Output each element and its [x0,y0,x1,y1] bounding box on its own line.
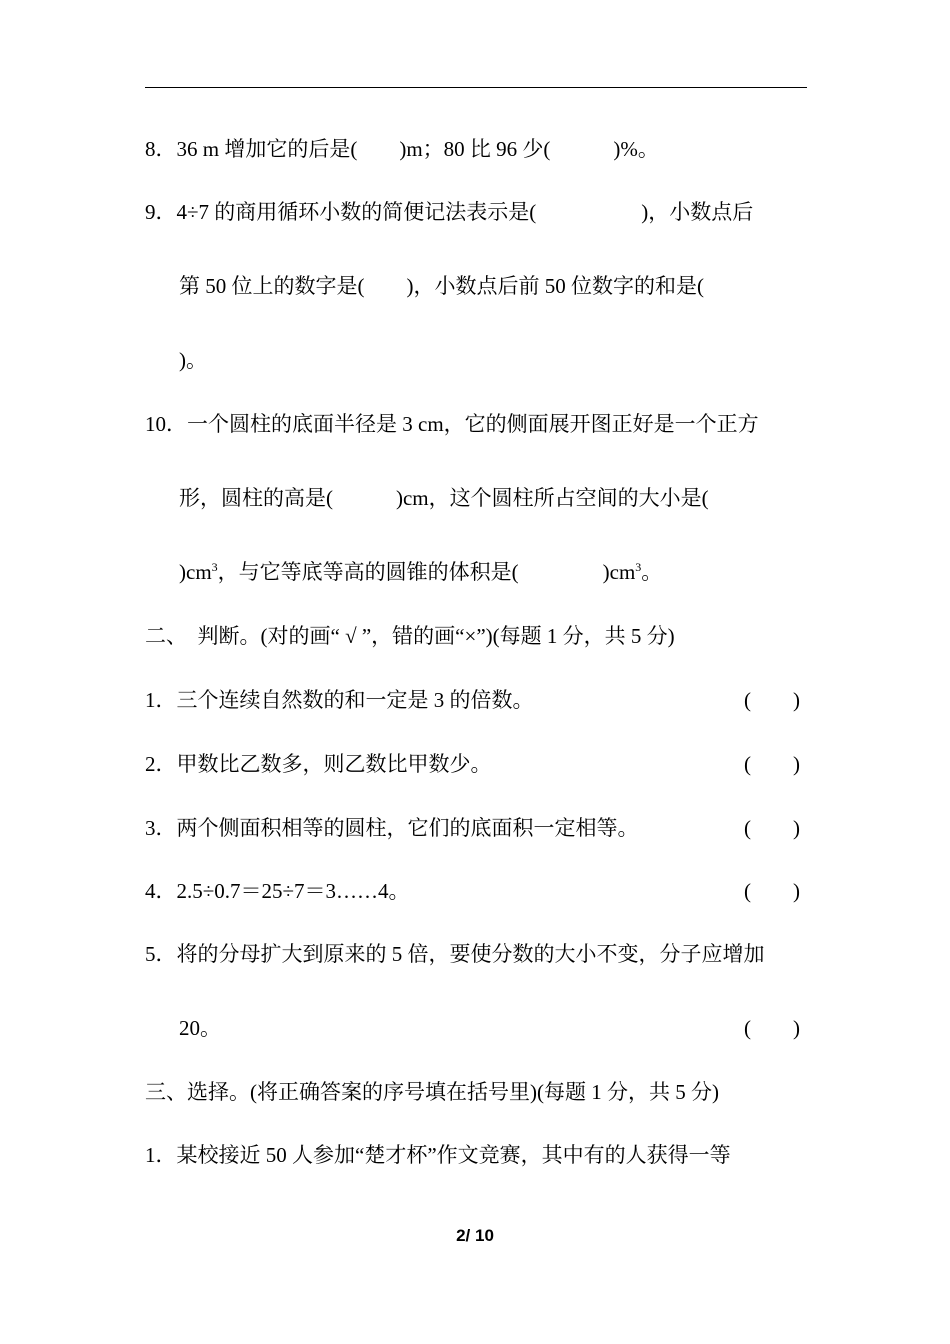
answer-paren-5: ( ) [744,1016,800,1040]
answer-paren-2: ( ) [744,752,800,776]
superscript-3: 3 [211,560,218,574]
judge-item-1: 1．三个连续自然数的和一定是 3 的倍数。 [145,688,534,712]
choice-item-1: 1．某校接近 50 人参加“楚才杯”作文竞赛，其中有的人获得一等 [145,1143,731,1167]
question-10-line2: 形，圆柱的高是( )cm，这个圆柱所占空间的大小是( [179,486,709,510]
answer-paren-1: ( ) [744,688,800,712]
judge-item-5-line1: 5．将的分母扩大到原来的 5 倍，要使分数的大小不变，分子应增加 [145,942,765,966]
header-rule [145,87,807,88]
section-3-heading: 三、选择。(将正确答案的序号填在括号里)(每题 1 分，共 5 分) [145,1080,719,1104]
judge-item-4: 4．2.5÷0.7＝25÷7＝3……4。 [145,879,410,903]
judge-item-3: 3．两个侧面积相等的圆柱，它们的底面积一定相等。 [145,816,639,840]
judge-item-5-line2: 20。 [179,1016,221,1040]
judge-item-2: 2．甲数比乙数多，则乙数比甲数少。 [145,752,492,776]
page-number: 2/ 10 [456,1226,494,1245]
question-10-line1: 10．一个圆柱的底面半径是 3 cm，它的侧面展开图正好是一个正方 [145,412,759,436]
question-8: 8．36 m 增加它的后是( )m；80 比 96 少( )%。 [145,137,659,161]
answer-paren-3: ( ) [744,816,800,840]
question-9-line2: 第 50 位上的数字是( )，小数点后前 50 位数字的和是( [179,274,704,298]
question-10-line3: )$cm^3$，与它等底等高的圆锥的体积是( )$cm^3$。 [179,560,663,584]
section-2-heading: 二、 判断。(对的画“ √ ”，错的画“×”)(每题 1 分，共 5 分) [145,624,675,648]
superscript-3: 3 [635,560,642,574]
question-9-line3: )。 [179,348,207,372]
answer-paren-4: ( ) [744,879,800,903]
question-9-line1: 9．4÷7 的商用循环小数的简便记法表示是( )，小数点后 [145,200,754,224]
